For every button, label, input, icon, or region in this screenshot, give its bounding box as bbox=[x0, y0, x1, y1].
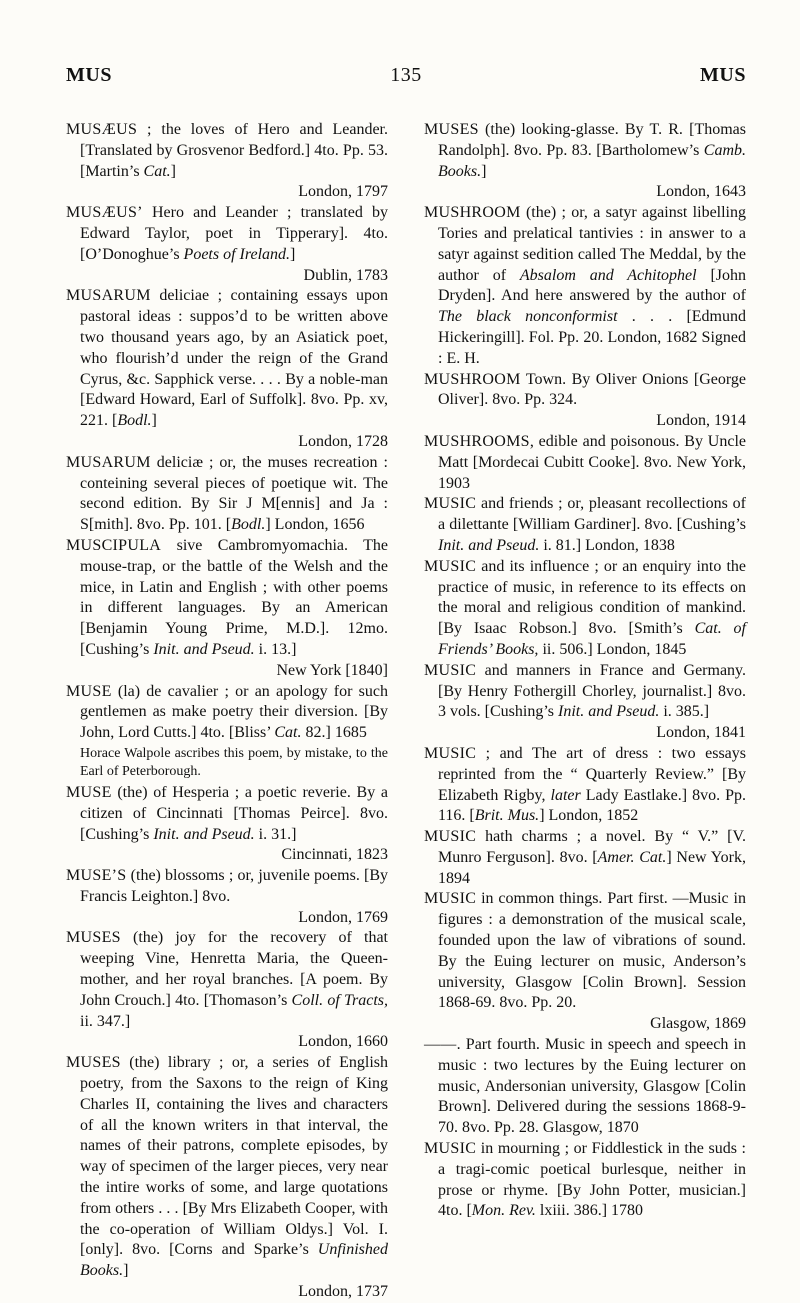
entry-imprint: London, 1660 bbox=[298, 1033, 388, 1051]
bibliography-entry bbox=[66, 928, 388, 1053]
entry-citation: Cat. bbox=[274, 724, 302, 742]
entry-headword: MUSIC bbox=[424, 661, 477, 679]
entry-note: Horace Walpole ascribes this poem, by mistake, to the Earl of Peterborough. bbox=[80, 745, 388, 779]
bibliography-entry bbox=[424, 889, 746, 1035]
entry-citation: Bodl. bbox=[117, 412, 152, 430]
entry-citation: Bodl. bbox=[231, 516, 266, 534]
entry-headword: MUSES bbox=[66, 1054, 121, 1072]
bibliography-entry bbox=[424, 203, 746, 369]
entry-text: (la) de cavalier ; or an apology for such gentlemen as make poetry their diversion. [By John, Lord Cutts.] 4to. [Bliss’ bbox=[80, 682, 388, 742]
entry-citation: Cat. bbox=[143, 162, 171, 180]
entry-imprint: London, 1728 bbox=[298, 432, 388, 450]
entry-text: i. 385.] bbox=[659, 703, 710, 721]
entry-citation: Cat. of Friends’ Books, bbox=[438, 620, 746, 658]
entry-headword: MUSCIPULA bbox=[66, 536, 162, 554]
entry-citation: Poets of Ireland. bbox=[183, 245, 291, 263]
entry-citation: Mon. Rev. bbox=[471, 1202, 536, 1220]
bibliography-entry bbox=[424, 1035, 746, 1139]
entry-text: (the) looking-glasse. By T. R. [Thomas Randolph]. 8vo. Pp. 83. [Bartholomew’s bbox=[438, 121, 746, 159]
entry-text: deliciæ ; or, the muses recreation : conteining several pieces of poetique wit. The second edition. By Sir J M[ennis] and Ja : S[mith]. 8vo. Pp. 101. [ bbox=[80, 453, 388, 534]
page-number: 135 bbox=[390, 64, 422, 86]
bibliography-entry bbox=[66, 536, 388, 682]
entry-text: i. 13.] bbox=[254, 640, 297, 658]
entry-imprint: Cincinnati, 1823 bbox=[281, 846, 388, 864]
entry-imprint: Dublin, 1783 bbox=[303, 266, 388, 284]
bibliography-entry bbox=[66, 783, 388, 866]
entry-citation: Camb. Books. bbox=[438, 141, 746, 180]
bibliography-entry bbox=[424, 1139, 746, 1222]
entry-headword: MUSE’S bbox=[66, 867, 127, 885]
entry-headword: MUSES bbox=[66, 929, 121, 947]
entry-text: ] bbox=[123, 1262, 129, 1280]
entry-headword: MUSE bbox=[66, 682, 112, 700]
entry-text: and friends ; or, pleasant recollections of a dilettante [William Gardiner]. 8vo. [Cushing’s bbox=[438, 495, 746, 534]
entry-text: . Part fourth. Music in speech and speech in music : two lectures by the Euing lecturer on music, Andersonian university, Glasgow [Colin Brown]. Delivered during the sessions 1868-9-70. 8vo. Pp. 28. Glasgow, 1870 bbox=[438, 1036, 746, 1137]
entry-citation: The black nonconformist bbox=[438, 308, 618, 326]
entry-citation: Init. and Pseud. bbox=[558, 703, 660, 721]
entry-text: . . . [Edmund Hickeringill]. Fol. Pp. 20. London, 1682 Signed : E. H. bbox=[438, 308, 746, 367]
entry-imprint: London, 1914 bbox=[656, 412, 746, 430]
bibliography-entry bbox=[424, 432, 746, 494]
entry-text: (the) blossoms ; or, juvenile poems. [By Francis Leighton.] 8vo. bbox=[80, 867, 388, 905]
left-column bbox=[66, 120, 388, 1303]
entry-imprint: London, 1643 bbox=[656, 183, 746, 201]
entry-text: sive Cambromyomachia. The mouse-trap, or the battle of the Welsh and the mice, in Latin and English ; with other poems in different languages. By an American [Benjamin Young Prime, M.D.]. 12mo. [Cushing’s bbox=[80, 536, 388, 658]
entry-text: (the) library ; or, a series of English poetry, from the Saxons to the reign of King Charles II, containing the lives and characters of all the known writers in that interval, the names of their patrons, complete episodes, by way of specimen of the larger pieces, very near the intire works of some, and large quotations from others . . . [By Mrs Elizabeth Cooper, with the co-operation of William Oldys.] Vol. I. [only]. 8vo. [Corns and Sparke’s bbox=[80, 1054, 388, 1259]
entry-imprint: London, 1797 bbox=[298, 183, 388, 201]
right-column bbox=[424, 120, 746, 1222]
entry-text: ] bbox=[151, 412, 157, 430]
entry-citation: Init. and Pseud. bbox=[153, 825, 255, 843]
entry-headword: MUSARUM bbox=[66, 453, 151, 471]
entry-text: (the) ; or, a satyr against libelling Tories and prelatical tantivies : in answer to a satyr against sedition called The Meddal, by the author of bbox=[438, 204, 746, 284]
entry-text: [John Dryden]. And here answered by the author of bbox=[438, 266, 747, 305]
entry-text: Hero and Leander ; translated by Edward Taylor, poet in Tipperary]. 4to. [O’Donoghue’s bbox=[80, 204, 388, 263]
entry-headword: MUSE bbox=[66, 783, 112, 801]
entry-headword: MUSHROOMS bbox=[424, 432, 530, 450]
entry-text: , edible and poisonous. By Uncle Matt [Mordecai Cubitt Cooke]. 8vo. New York, 1903 bbox=[438, 432, 746, 492]
entry-headword: MUSIC bbox=[424, 557, 477, 575]
entry-text: ] London, 1852 bbox=[539, 807, 639, 825]
bibliography-entry bbox=[66, 286, 388, 452]
entry-headword: MUSIC bbox=[424, 1140, 477, 1158]
bibliography-entry bbox=[424, 557, 746, 661]
bibliography-entry bbox=[424, 370, 746, 432]
entry-headword: MUSÆUS’ bbox=[66, 204, 143, 222]
entry-text: Town. By Oliver Onions [George Oliver]. 8vo. Pp. 324. bbox=[438, 370, 746, 409]
entry-text: ; and The art of dress : two essays reprinted from the “ Quarterly Review.” [By Elizabeth Rigby, bbox=[438, 744, 746, 804]
entry-citation: Coll. of Tracts, bbox=[291, 991, 388, 1009]
entry-imprint: London, 1841 bbox=[656, 724, 746, 742]
entry-text: ii. 347.] bbox=[80, 1012, 131, 1030]
entry-text: ; the loves of Hero and Leander. [Translated by Grosvenor Bedford.] 4to. Pp. 53. [Martin’s bbox=[80, 121, 388, 180]
bibliography-entry bbox=[66, 1053, 388, 1303]
entry-headword: MUSÆUS bbox=[66, 121, 138, 138]
entry-text: and its influence ; or an enquiry into the practice of music, in reference to its effects on the moral and religious condition of mankind. [By Isaac Robson.] 8vo. [Smith’s bbox=[438, 557, 746, 638]
entry-headword: —— bbox=[424, 1036, 457, 1054]
entry-headword: MUSIC bbox=[424, 828, 477, 846]
entry-citation: Amer. Cat. bbox=[597, 848, 667, 866]
entry-citation: later bbox=[550, 786, 581, 804]
entry-text: lxiii. 386.] 1780 bbox=[535, 1202, 644, 1220]
entry-text: (the) of Hesperia ; a poetic reverie. By a citizen of Cincinnati [Thomas Peirce]. 8vo. [Cushing’s bbox=[80, 783, 388, 843]
bibliography-entry bbox=[424, 494, 746, 556]
running-head-right: MUS bbox=[700, 64, 746, 86]
entry-imprint: London, 1737 bbox=[298, 1283, 388, 1301]
entry-headword: MUSARUM bbox=[66, 287, 151, 305]
entry-text: 82.] 1685 bbox=[301, 724, 367, 742]
entry-text: in mourning ; or Fiddlestick in the suds : a tragi-comic poetical burlesque, neither in prose or rhyme. [By John Potter, musician.] 4to. [ bbox=[438, 1140, 746, 1220]
entry-citation: Absalom and Achitophel bbox=[519, 266, 697, 284]
entry-citation: Init. and Pseud. bbox=[438, 536, 540, 554]
bibliography-entry bbox=[424, 120, 746, 203]
entry-citation: Init. and Pseud. bbox=[153, 640, 255, 658]
entry-headword: MUSIC bbox=[424, 744, 477, 762]
bibliography-entry bbox=[424, 661, 746, 744]
entry-citation: Unfinished Books. bbox=[80, 1241, 388, 1280]
entry-text: i. 81.] London, 1838 bbox=[539, 536, 675, 554]
entry-citation: Brit. Mus. bbox=[474, 807, 540, 825]
running-head-left: MUS bbox=[66, 64, 112, 86]
entry-headword: MUSHROOM bbox=[424, 370, 521, 388]
entry-headword: MUSIC bbox=[424, 495, 477, 513]
entry-text: i. 31.] bbox=[254, 825, 297, 843]
bibliography-entry bbox=[66, 120, 388, 203]
bibliography-entry bbox=[66, 453, 388, 536]
entry-text: ] London, 1656 bbox=[265, 516, 365, 534]
entry-headword: MUSIC bbox=[424, 890, 477, 908]
entry-text: deliciae ; containing essays upon pastoral ideas : suppos’d to be written above two thousand years ago, by an Asiatick poet, who flourish’d under the reign of the Grand Cyrus, &c. Sapphick verse. . . . By a noble-man [Edward Howard, Earl of Suffolk]. 8vo. Pp. xv, 221. [ bbox=[80, 287, 388, 430]
bibliography-entry bbox=[424, 827, 746, 889]
entry-text: (the) joy for the recovery of that weeping Vine, Henretta Maria, the Queen-mother, and her royal branches. [A poem. By John Crouch.] 4to. [Thomason’s bbox=[80, 929, 388, 1009]
entry-imprint: Glasgow, 1869 bbox=[650, 1015, 746, 1033]
entry-text: and manners in France and Germany. [By Henry Fothergill Chorley, journalist.] 8vo. 3 vols. [Cushing’s bbox=[438, 661, 746, 721]
bibliography-entry bbox=[424, 744, 746, 827]
entry-headword: MUSHROOM bbox=[424, 204, 521, 222]
entry-text: in common things. Part first. —Music in figures : a demonstration of the musical scale, founded upon the law of vibrations of sound. By the Euing lecturer on music, Anderson’s university, Glasgow [Colin Brown]. Session 1868-69. 8vo. Pp. 20. bbox=[438, 890, 746, 1012]
entry-text: ] bbox=[290, 245, 296, 263]
entry-text: hath charms ; a novel. By “ V.” [V. Munro Ferguson]. 8vo. [ bbox=[438, 828, 746, 866]
page-header bbox=[66, 64, 746, 94]
entry-imprint: New York [1840] bbox=[276, 661, 388, 679]
entry-headword: MUSES bbox=[424, 121, 479, 138]
entry-text: ] New York, 1894 bbox=[438, 848, 746, 887]
bibliography-entry bbox=[66, 682, 388, 744]
entry-text: ii. 506.] London, 1845 bbox=[538, 640, 687, 658]
bibliography-entry bbox=[66, 866, 388, 928]
entry-text: Lady Eastlake.] 8vo. Pp. 116. [ bbox=[438, 786, 747, 825]
bibliography-entry bbox=[66, 203, 388, 286]
entry-imprint: London, 1769 bbox=[298, 908, 388, 926]
entry-text: ] bbox=[170, 162, 176, 180]
entry-text: ] bbox=[481, 162, 487, 180]
